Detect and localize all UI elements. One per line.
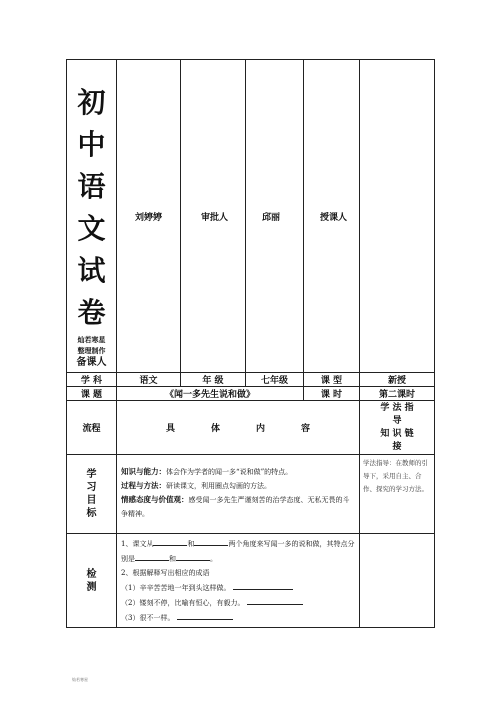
page-footer: 灿若寒星 [72, 677, 88, 682]
content-char: 内 [256, 424, 266, 434]
subject-row [67, 373, 435, 387]
goals-label-char: 标 [86, 508, 97, 519]
title-char: 卷 [77, 296, 106, 329]
goals-content [117, 455, 360, 534]
topic-row [67, 387, 435, 401]
q1-text: 两个角度来写闻一多的说和做，其特点分别是 [121, 540, 355, 563]
goal-item [121, 479, 355, 493]
goals-label-char: 学 [86, 469, 97, 480]
goal-text: 研读课文，利用圈点勾画的方法。 [166, 482, 271, 490]
topic-label: 课 题 [67, 387, 117, 401]
guide-header [360, 401, 435, 455]
content-char: 具 [165, 424, 175, 434]
title-char: 语 [77, 170, 106, 203]
goals-label-char: 目 [86, 495, 97, 506]
goal-text: 感受闻一多先生严谨刻苦的治学态度、无私无畏的斗争精神。 [121, 496, 350, 518]
approver-label: 审批人 [181, 60, 246, 373]
test-label [67, 534, 117, 628]
answer-blank[interactable] [176, 551, 210, 561]
question-2-2 [121, 595, 355, 610]
answer-blank[interactable] [233, 580, 293, 590]
q1-text: 。 [210, 555, 217, 563]
grade-label: 年 级 [181, 373, 246, 387]
type-label: 课 型 [304, 373, 360, 387]
topic-value: 《闻一多先生说和做》 [117, 387, 304, 401]
title-char: 中 [77, 128, 106, 161]
approver-name: 邱丽 [246, 60, 304, 373]
title-char: 初 [77, 86, 106, 119]
q2-item-text: （1）辛辛苦苦地一年到头这样做。 [121, 584, 231, 592]
test-row [67, 534, 435, 628]
q1-text: 和 [169, 555, 176, 563]
q1-text: 1、课文从 [121, 540, 154, 548]
answer-blank[interactable] [247, 595, 303, 605]
question-1 [121, 536, 355, 566]
q2-item-text: （2）镂刻不停，比喻有恒心，有毅力。 [121, 599, 245, 607]
q2-item-text: （3）很不一样。 [121, 614, 175, 622]
title-char: 文 [77, 212, 106, 245]
lecturer-name [360, 60, 435, 373]
goal-text: 体会作为学者的闻一多“说和做”的特点。 [166, 468, 293, 476]
title-role: 备课人 [76, 357, 107, 368]
flow-label: 流程 [67, 401, 117, 455]
goals-label-char: 习 [86, 482, 97, 493]
test-label-char: 检 [86, 568, 97, 580]
guide-line: 接 [392, 441, 402, 452]
goal-title: 知识与能力： [121, 467, 166, 476]
test-content [117, 534, 360, 628]
question-2-1 [121, 580, 355, 595]
answer-blank[interactable] [177, 610, 233, 620]
question-2-3 [121, 610, 355, 625]
title-char: 试 [77, 254, 106, 287]
test-guide-cell [360, 534, 435, 628]
grade-value: 七年级 [246, 373, 304, 387]
guide-note: 学法指导：在教师的引导下，采用自主、合作、探究的学习方法。 [360, 455, 435, 534]
guide-line: 知 识 链 [380, 428, 414, 439]
title-sub1: 灿若寒星 [77, 335, 106, 344]
test-label-char: 测 [86, 581, 97, 593]
lecturer-label: 授课人 [304, 60, 360, 373]
type-value: 新授 [360, 373, 435, 387]
teacher-name: 刘婷婷 [117, 60, 181, 373]
question-2: 2、根据解释写出相应的成语 [121, 569, 210, 577]
subject-label: 学 科 [67, 373, 117, 387]
period-value: 第二课时 [360, 387, 435, 401]
header-row [67, 60, 435, 373]
goal-item [121, 493, 355, 521]
answer-blank[interactable] [135, 551, 169, 561]
subject-value: 语文 [117, 373, 181, 387]
content-char: 体 [210, 424, 220, 434]
content-char: 容 [301, 424, 311, 434]
flow-row [67, 401, 435, 455]
goals-row [67, 455, 435, 534]
period-label: 课 时 [304, 387, 360, 401]
goal-title: 情感态度与价值观： [121, 495, 189, 504]
title-sub2: 整理制作 [77, 346, 106, 355]
guide-line: 学 法 指 [380, 402, 414, 413]
q1-text: 和 [187, 540, 195, 548]
answer-blank[interactable] [153, 536, 187, 546]
lesson-plan-table [66, 59, 435, 628]
goal-item [121, 465, 355, 479]
title-cell [67, 60, 117, 373]
content-header [117, 401, 360, 455]
answer-blank[interactable] [194, 536, 228, 546]
guide-line: 导 [392, 415, 402, 426]
goals-label [67, 455, 117, 534]
goal-title: 过程与方法： [121, 481, 166, 490]
